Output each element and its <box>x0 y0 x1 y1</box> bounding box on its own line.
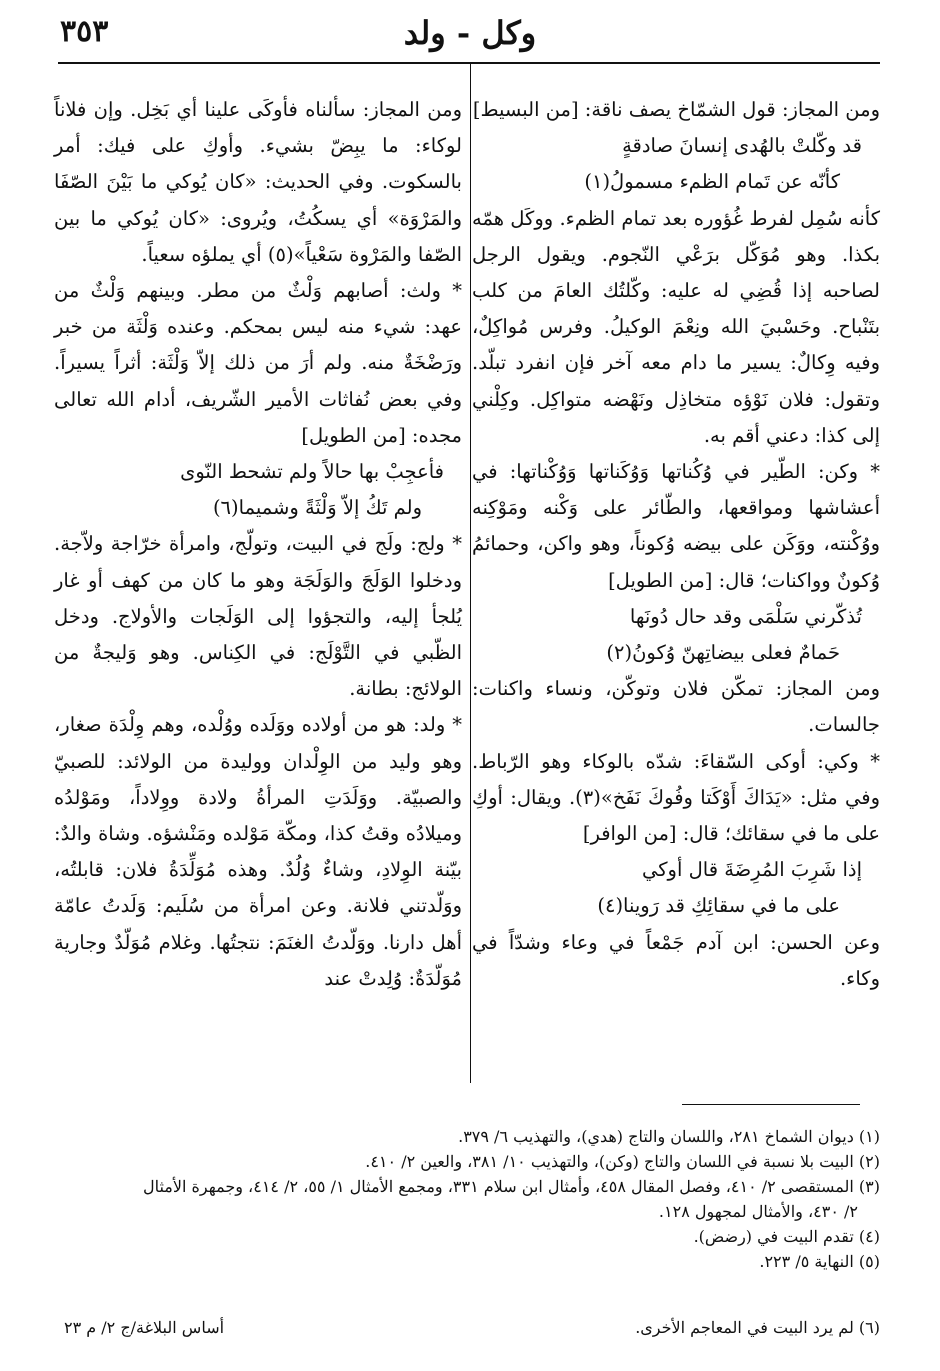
paragraph: * ولث: أصابهم وَلْثٌ من مطر. وبينهم وَلْثٌ من عهد: شيء منه ليس بمحكم. وعنده وَلْثَة من خبر ورَضْخَةٌ منه. ولم أرَ من ذلك إلاّ وَلْثَة: أثراً يسيراً. وفي بعض نُفاثات الأمير الشّريف، أدام الله تعالى مجده: [من الطويل] <box>54 279 462 447</box>
paragraph: * ولد: هو من أولاده ووَلَده ووُلْده، وهم وِلْدَة صغار، وهو وليد من الوِلْدان ووليدة من الولائد: للصبيّ والصبيّة. ووَلَدَتِ المرأةُ ولادة ووِلاداً، ومَوْلدُه وميلادُه وقتُ كذا، ومكّة مَوْلده ومَنْشؤه. وشاة والدٌ: بيّنة الوِلادِ، وشاءٌ وُلُدٌ. وهذه مُوَلِّدَةُ فلان: قابلتُه، ووَلّدتني فلانة. وعن امرأة من سُلَيم: وَلَدتُ عامّة أهل دارنا. ووَلّدتُ الغنَمَ: نتجتُها. وغلام مُوَلّدٌ وجارية مُوَلّدَةٌ: وُلِدتْ عند <box>54 713 462 990</box>
right-column <box>472 92 880 997</box>
book-footer: أساس البلاغة/ج ٢/ م ٢٣ <box>64 1318 225 1337</box>
paragraph: * ولج: ولَج في البيت، وتولّج، وامرأة خرّاجة ولاّجة. ودخلوا الوَلَجَ والوَلَجَة وهو ما كان من كهف أو غار يُلجأ إليه، والتجؤوا إلى الوَلَجات والأولاج. ودخل الظّبي في التَّوْلَج: في الكِناس. وهو وَليجةٌ من الولائج: بطانة. <box>54 532 462 701</box>
paragraph: كأنه سُمِل لفرط غُؤوره بعد تمام الظمء. ووكَل همّه بكذا. وهو مُوَكّل برَعْي النّجوم. ويقول الرجل لصاحبه إذا قُضِي له عليه: وكّلتُك العامَ من كلب بتَنْباح. وحَسْبيَ الله ونِعْمَ الوكيلُ. وفرس مُواكِلٌ، وفيه وِكالٌ: يسير ما دام معه آخر فإن انفرد تبلّد. وتقول: فلان نَوْؤه متخاذِل ونَهْضه متواكِل. وكِلْني إلى كذا: دعني أقم به. <box>472 206 880 447</box>
verse-line: قد وكّلتْ بالهُدى إنسانَ صادقةٍ <box>622 134 862 158</box>
footnote-6: (٦) لم يرد البيت في المعاجم الأخرى. <box>635 1318 880 1337</box>
verse-line: ولم تَكُ إلاّ وَلْثَةً وشميما(٦) <box>212 496 422 520</box>
paragraph: ومن المجاز: تمكّن فلان وتوكّن، ونساء واكنات: جالسات. <box>472 677 880 737</box>
page-title: وكل - ولد <box>403 14 537 52</box>
footnotes <box>60 1124 880 1274</box>
verse-line: تُذكّرني سَلْمَى وقد حال دُونَها <box>629 604 862 628</box>
footnote: (١) ديوان الشماخ ٢٨١، واللسان والتاج (هدي)، والتهذيب ٦/ ٣٧٩. <box>458 1127 880 1146</box>
footnote: (٥) النهاية ٥/ ٢٢٣. <box>759 1252 880 1271</box>
left-column <box>54 92 462 997</box>
page-header <box>60 14 880 58</box>
paragraph: * وكن: الطّير في وُكُناتها وَوُكَناتها وَوُكْناتها: في أعشاشها ومواقعها، والطّائر على وَكْنه ومَوْكِنه ووُكْنته، ووَكَن على بيضه وُكوناً، وهو واكن، وحمائمُ وُكونٌ وواكنات؛ قال: [من الطويل] <box>472 460 880 592</box>
verse-line: فأعجِبْ بها حالاً ولم تشحط النّوى <box>180 460 444 484</box>
verse-line: حَمامٌ فعلى بيضاتِهنّ وُكونُ(٢) <box>606 641 840 665</box>
page-number: ٣٥٣ <box>60 14 109 49</box>
verse-line: كأنّه عن تَمام الظمء مسمولُ(١) <box>584 170 840 194</box>
footnote: (٢) البيت بلا نسبة في اللسان والتاج (وكن)، والتهذيب ١٠/ ٣٨١، والعين ٢/ ٤١٠. <box>365 1152 880 1171</box>
verse-line: على ما في سقائِكِ قد رَوينا(٤) <box>597 894 840 918</box>
paragraph: * وكي: أوكى السّقاءَ: شدّه بالوكاء وهو الرّباط. وفي مثل: «يَدَاكَ أَوْكَتا وفُوكَ نَفَخ»(٣). ويقال: أوكِ على ما في سقائك؛ قال: [من الوافر] <box>472 749 880 846</box>
footnote-rule <box>682 1104 860 1105</box>
header-rule <box>58 62 880 64</box>
verse-line: إذا شَرِبَ المُرِضَةَ قال أوكي <box>642 858 862 882</box>
paragraph: وعن الحسن: ابن آدم جَمْعاً في وعاء وشدّاً في وكاء. <box>472 930 880 990</box>
column-divider <box>470 64 471 1083</box>
footnote: (٣) المستقصى ٢/ ٤١٠، وفصل المقال ٤٥٨، وأمثال ابن سلام ٣٣١، ومجمع الأمثال ١/ ٥٥، ٢/ ٤١٤، وجمهرة الأمثال <box>142 1177 880 1196</box>
paragraph: ومن المجاز: قول الشمّاخ يصف ناقة: [من البسيط] <box>472 98 880 121</box>
footnote: (٤) تقدم البيت في (رضض). <box>693 1227 880 1246</box>
footnote: ٢/ ٤٣٠، والأمثال لمجهول ١٢٨. <box>658 1202 858 1221</box>
paragraph: ومن المجاز: سألناه فأوكَى علينا أي بَخِل. وإن فلاناً لوكاء: ما يبِضّ بشيء. وأوكِ على فيك: أمر بالسكوت. وفي الحديث: «كان يُوكي ما بَيْنَ الصّفَا والمَرْوَة» أي يسكُتُ، ويُروى: «كان يُوكي ما بين الصّفا والمَرْوة سَعْياً»(٥) أي يملؤه سعياً. <box>54 98 462 266</box>
